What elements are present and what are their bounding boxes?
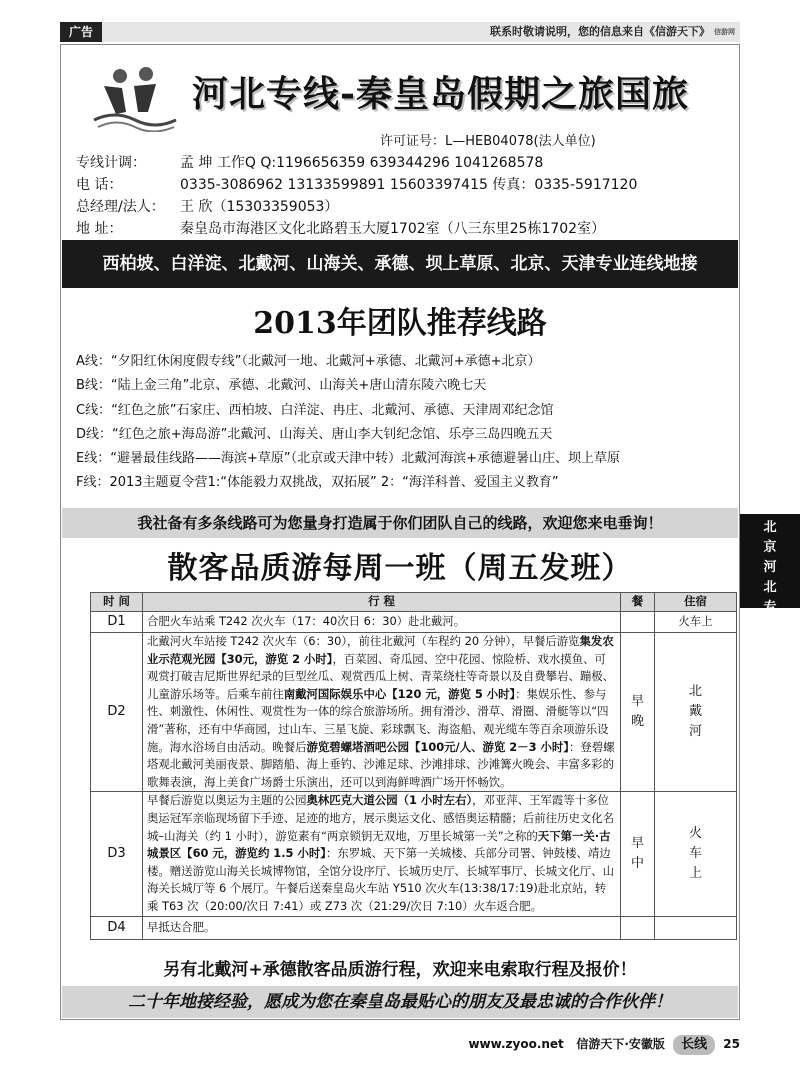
route-text: ，邓亚萍、王军霞等十多位奥运冠军亲临现场留下手迹、足迹的地方，展示奥运文化、感悟奥运精髓；后前往历史文化名城–山海关（约 1 小时），游览素有“两京锁钥无双地，万里长城第一关”之称的 (147, 793, 615, 843)
contact-value: 0335-3086962 13133599891 15603397415 传真：0335-5917120 (180, 177, 638, 193)
meal-cell (621, 916, 655, 939)
stay-value: 北戴河 (688, 684, 702, 740)
meal-cell (621, 633, 655, 792)
contact-label: 总经理/法人： (76, 199, 165, 215)
contact-manager (76, 196, 736, 218)
stay-cell (655, 916, 737, 939)
contact-label: 地 址： (76, 221, 123, 237)
company-name: 河北专线-秦皇岛假期之旅国旅 (192, 73, 689, 115)
company-logo-icon (90, 62, 180, 132)
route-cell: 合肥火车站乘 T242 次火车（17：40次日 6：30）赴北戴河。 (143, 612, 621, 633)
route-cell (143, 633, 621, 792)
meal-value: 早中 (630, 835, 644, 871)
stay-cell (655, 633, 737, 792)
header-time: 时 间 (91, 593, 143, 612)
contact-value: 孟 坤 工作Q Q:1196656359 639344296 1041268578 (180, 155, 544, 171)
day-cell: D2 (91, 633, 143, 792)
route-text: ：集娱乐性、参与性、刺激性、休闲性、观赏性为一体的综合旅游场所。拥有滑沙、滑草、滑圈、滑艇等以“四滑”著称，还有中华商园，过山车、三星飞旋、彩球飘飞、海盗船、观光缆车等百余项游乐设施。海水浴场自由活动。晚餐后 (147, 686, 609, 754)
meal-value: 早晚 (630, 694, 644, 730)
itinerary-table (90, 592, 737, 940)
route-a: A线：“夕阳红休闲度假专线”（北戴河一地、北戴河+承德、北戴河+承德+北京） (76, 354, 541, 369)
route-text: ：东罗城、天下第一关城楼、兵部分司署、钟鼓楼、靖边楼。赠送游览山海关长城博物馆，全馆分设序厅、长城历史厅、长城军事厅、长城文化厅、山海关长城厅等 6 个展厅。午餐后送秦皇岛火车站 Y510 次火车(13:38/17:19)赴北京站，转乘 T63 次（20:00/次日 7:41）或 Z73 次（21:29/次日 7:10）火车返合肥。 (147, 846, 615, 913)
page-footer (300, 1034, 740, 1054)
route-f: F线：2013主题夏令营1:“体能毅力双挑战，双拓展” 2：“海洋科普、爱国主义教育” (76, 475, 559, 490)
route-highlight: 天下第一关·古城景区【60 元，游览约 1.5 小时】 (147, 828, 611, 861)
contact-value: 王 欣（15303359053） (180, 199, 339, 215)
route-highlight: 游览碧螺塔酒吧公园【100元/人、游览 2－3 小时】 (306, 739, 569, 754)
meal-cell (621, 792, 655, 916)
contact-label: 专线计调： (76, 155, 146, 171)
contact-address (76, 218, 736, 240)
table-row (91, 916, 737, 939)
route-text: ，百菜园、奇瓜园、空中花园、惊险桥、戏水摸鱼、可观赏打破吉尼斯世界纪录的巨型丝瓜、观赏西瓜上树、青菜绕柱等奇景以及自费攀岩、蹦极、儿童游乐场等。后乘车前往 (147, 651, 615, 701)
stay-value: 火车上 (688, 825, 702, 881)
destinations-banner: 西柏坡、白洋淀、北戴河、山海关、承德、坝上草原、北京、天津专业连线地接 (62, 240, 738, 288)
route-e: E线：“避暑最佳线路——海滨+草原”（北京或天津中转）北戴河海滨+承德避暑山庄、坝上草原 (76, 451, 620, 466)
side-tab-label: 北京河北专线 (763, 520, 777, 635)
source-notice: 联系时敬请说明，您的信息来自《信游天下》 (490, 25, 710, 38)
route-highlight: 集发农业示范观光园【30元，游览 2 小时】 (147, 634, 614, 666)
route-cell (143, 792, 621, 916)
contact-phone (76, 174, 736, 196)
custom-route-notice: 我社备有多条线路可为您量身打造属于你们团队自己的线路，欢迎您来电垂询！ (62, 508, 738, 538)
day-cell: D3 (91, 792, 143, 916)
ad-label: 广告 (60, 22, 102, 42)
footer-site: www.zyoo.net (468, 1037, 564, 1051)
stay-cell (655, 792, 737, 916)
table-row (91, 633, 737, 792)
slogan: 二十年地接经验，愿成为您在秦皇岛最贴心的朋友及最忠诚的合作伙伴！ (62, 986, 738, 1018)
header-route: 行 程 (143, 593, 621, 612)
footer-tag: 长线 (673, 1035, 715, 1055)
route-d: D线：“红色之旅+海岛游”北戴河、山海关、唐山李大钊纪念馆、乐亭三岛四晚五天 (76, 427, 553, 442)
table-header-row (91, 593, 737, 612)
contact-label: 电 话： (76, 177, 123, 193)
stay-cell: 火车上 (655, 612, 737, 633)
license-number: 许可证号：L—HEB04078(法人单位) (380, 134, 596, 149)
meal-cell (621, 612, 655, 633)
route-text: 北戴河火车站接 T242 次火车（6：30），前往北戴河（车程约 20 分钟），早餐后游览 (147, 634, 580, 648)
day-cell: D4 (91, 916, 143, 939)
routes-title: 2013年团队推荐线路 (253, 306, 547, 341)
itinerary-title: 散客品质游每周一班（周五发班） (167, 551, 633, 586)
route-highlight: 南戴河国际娱乐中心【120 元，游览 5 小时】 (283, 686, 516, 701)
page-number: 25 (723, 1037, 740, 1051)
route-b: B线：“陆上金三角”北京、承德、北戴河、山海关+唐山清东陵六晚七天 (76, 378, 487, 393)
extra-itinerary-notice: 另有北戴河+承德散客品质游行程，欢迎来电索取行程及报价！ (163, 960, 637, 980)
table-row (91, 792, 737, 916)
header-stay: 住宿 (655, 593, 737, 612)
route-text: ：登碧螺塔观北戴河美丽夜景、脚踏船、海上垂钓、沙滩足球、沙滩排球、沙滩篝火晚会、丰富多彩的歌舞表演，海上美食广场爵士乐演出，还可以到海鲜啤酒广场开怀畅饮。 (147, 739, 615, 789)
brand-logo: 信游网 (714, 28, 735, 36)
contact-value: 秦皇岛市海港区文化北路碧玉大厦1702室（八三东里25栋1702室） (180, 221, 606, 237)
header-meal: 餐 (621, 593, 655, 612)
day-cell: D1 (91, 612, 143, 633)
side-tab (740, 514, 800, 635)
table-row (91, 612, 737, 633)
route-text: 早餐后游览以奥运为主题的公园 (147, 793, 307, 808)
contact-dispatcher (76, 152, 736, 174)
route-c: C线：“红色之旅”石家庄、西柏坡、白洋淀、冉庄、北戴河、承德、天津周邓纪念馆 (76, 403, 554, 418)
footer-publication: 信游天下·安徽版 (576, 1037, 665, 1051)
route-highlight: 奥林匹克大道公园（1 小时左右） (306, 793, 473, 808)
route-cell: 早抵达合肥。 (143, 916, 621, 939)
